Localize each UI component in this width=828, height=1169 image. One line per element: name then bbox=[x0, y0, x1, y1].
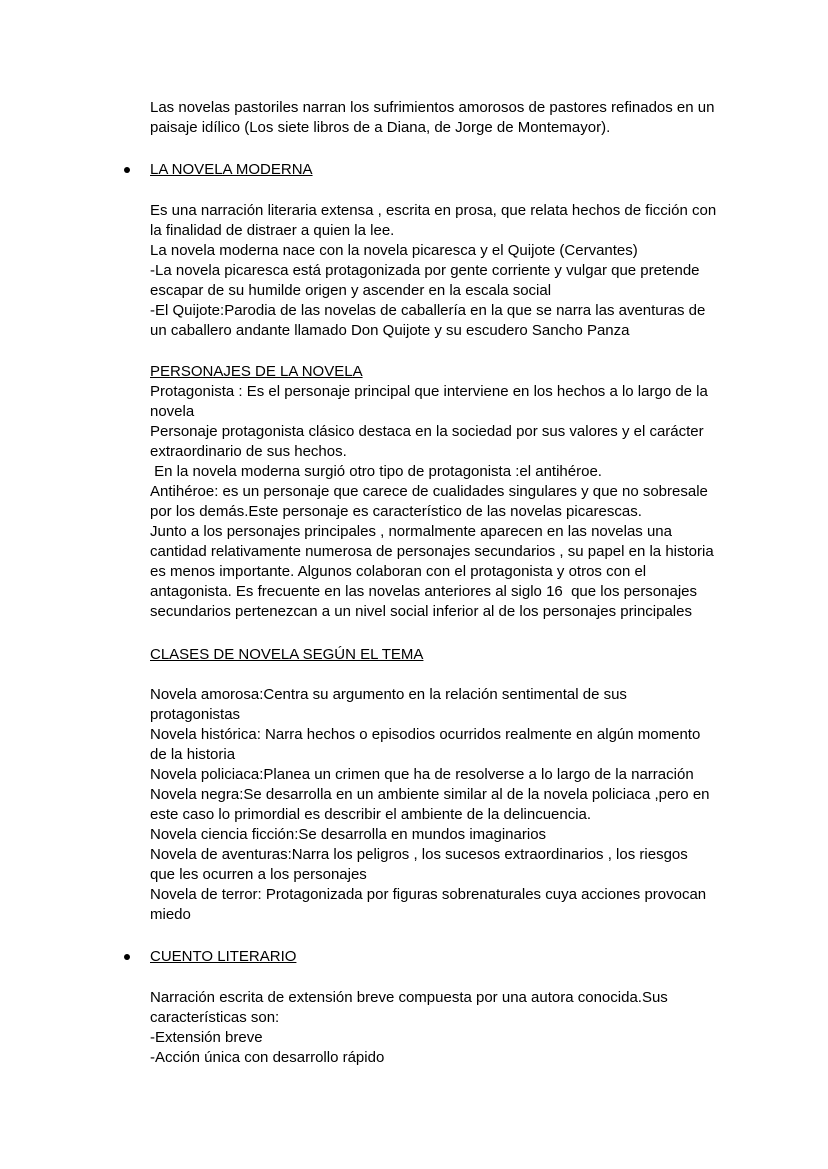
text-line: Novela amorosa:Centra su argumento en la relación sentimental de sus bbox=[150, 686, 627, 703]
text-line: secundarios pertenezcan a un nivel social inferior al de los personajes principales bbox=[150, 603, 692, 620]
text-line: Novela de aventuras:Narra los peligros , los sucesos extraordinarios , los riesgos bbox=[150, 846, 688, 863]
text-line: Novela negra:Se desarrolla en un ambiente similar al de la novela policiaca ,pero en bbox=[150, 786, 710, 803]
text-line: escapar de su humilde origen y ascender en la escala social bbox=[150, 282, 552, 299]
text-line: -Acción única con desarrollo rápido bbox=[150, 1049, 385, 1066]
text-line: Protagonista : Es el personaje principal que interviene en los hechos a lo largo de la bbox=[150, 383, 708, 400]
section-heading-novela-moderna: LA NOVELA MODERNA bbox=[150, 161, 313, 178]
text-line: -Extensión breve bbox=[150, 1029, 263, 1046]
text-line: novela bbox=[150, 403, 195, 420]
section-heading-cuento: CUENTO LITERARIO bbox=[150, 948, 297, 965]
personajes-paragraph bbox=[150, 382, 750, 622]
section-heading-clases: CLASES DE NOVELA SEGÚN EL TEMA bbox=[150, 646, 424, 663]
text-line: Novela ciencia ficción:Se desarrolla en mundos imaginarios bbox=[150, 826, 547, 843]
text-line: características son: bbox=[150, 1009, 280, 1026]
text-line: que les ocurren a los personajes bbox=[150, 866, 367, 883]
text-line: Narración escrita de extensión breve compuesta por una autora conocida.Sus bbox=[150, 989, 668, 1006]
cuento-paragraph bbox=[150, 988, 750, 1068]
text-line: La novela moderna nace con la novela picaresca y el Quijote (Cervantes) bbox=[150, 242, 638, 259]
text-line: un caballero andante llamado Don Quijote y su escudero Sancho Panza bbox=[150, 322, 630, 339]
text-line: por los demás.Este personaje es característico de las novelas picarescas. bbox=[150, 503, 642, 520]
text-line: Novela policiaca:Planea un crimen que ha de resolverse a lo largo de la narración bbox=[150, 766, 694, 783]
bullet-icon bbox=[124, 167, 130, 173]
bullet-icon bbox=[124, 954, 130, 960]
text-line: es menos importante. Algunos colaboran con el protagonista y otros con el bbox=[150, 563, 647, 580]
text-line: protagonistas bbox=[150, 706, 241, 723]
text-line: cantidad relativamente numerosa de personajes secundarios , su papel en la historia bbox=[150, 543, 714, 560]
text-line: Personaje protagonista clásico destaca en la sociedad por sus valores y el carácter bbox=[150, 423, 704, 440]
text-line: de la historia bbox=[150, 746, 236, 763]
section-heading-personajes: PERSONAJES DE LA NOVELA bbox=[150, 363, 363, 380]
text-line: Junto a los personajes principales , normalmente aparecen en las novelas una bbox=[150, 523, 672, 540]
text-line: Novela histórica: Narra hechos o episodios ocurridos realmente en algún momento bbox=[150, 726, 701, 743]
text-line: En la novela moderna surgió otro tipo de protagonista :el antihéroe. bbox=[150, 463, 602, 480]
novela-moderna-paragraph bbox=[150, 201, 750, 341]
text-line: extraordinario de sus hechos. bbox=[150, 443, 347, 460]
text-line: este caso lo primordial es describir el ambiente de la delincuencia. bbox=[150, 806, 592, 823]
text-line: antagonista. Es frecuente en las novelas anteriores al siglo 16 que los personajes bbox=[150, 583, 698, 600]
text-line: la finalidad de distraer a quien la lee. bbox=[150, 222, 395, 239]
clases-paragraph bbox=[150, 685, 750, 925]
text-line: miedo bbox=[150, 906, 191, 923]
text-line: Antihéroe: es un personaje que carece de cualidades singulares y que no sobresale bbox=[150, 483, 708, 500]
text-line: -El Quijote:Parodia de las novelas de caballería en la que se narra las aventuras de bbox=[150, 302, 706, 319]
text-line: Es una narración literaria extensa , escrita en prosa, que relata hechos de ficción con bbox=[150, 202, 717, 219]
text-line: paisaje idílico (Los siete libros de a Diana, de Jorge de Montemayor). bbox=[150, 119, 611, 136]
text-line: Novela de terror: Protagonizada por figuras sobrenaturales cuya acciones provocan bbox=[150, 886, 707, 903]
text-line: Las novelas pastoriles narran los sufrimientos amorosos de pastores refinados en un bbox=[150, 99, 715, 116]
intro-paragraph bbox=[150, 98, 750, 138]
text-line: -La novela picaresca está protagonizada por gente corriente y vulgar que pretende bbox=[150, 262, 700, 279]
